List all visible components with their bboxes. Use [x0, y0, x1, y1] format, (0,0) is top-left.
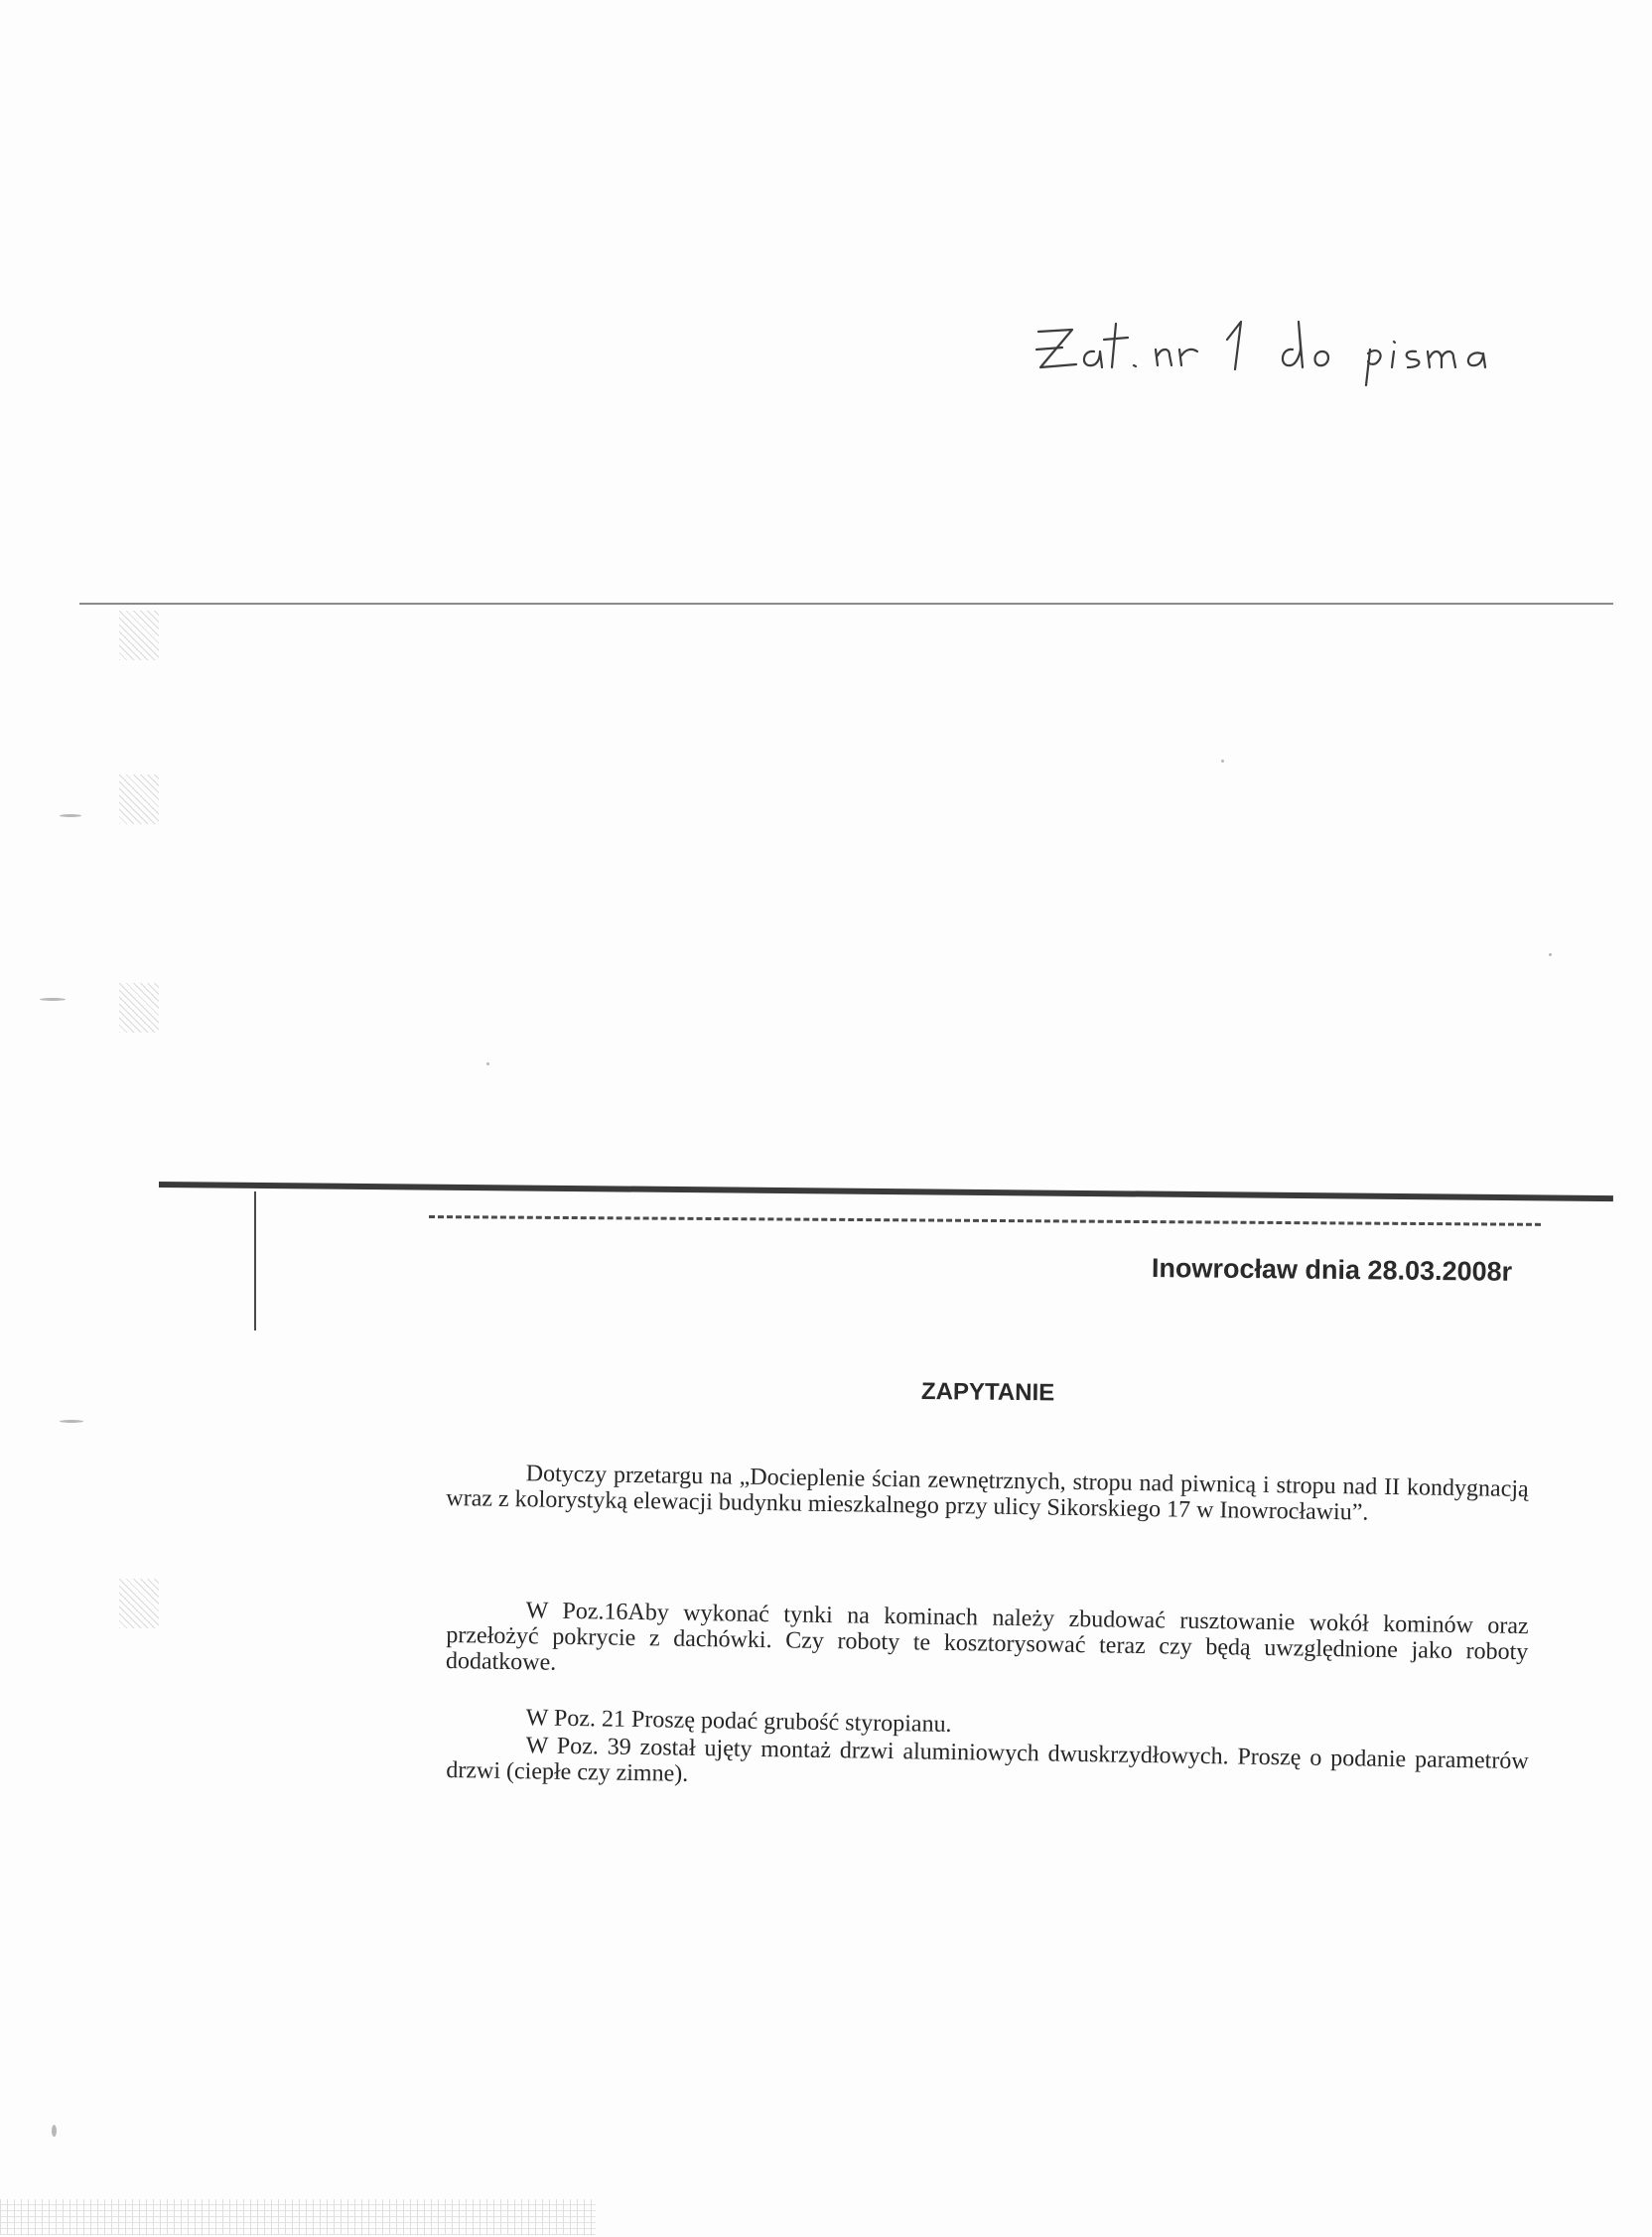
body-paragraph — [446, 1460, 1529, 1528]
scan-artifact — [119, 774, 159, 824]
scan-speck — [52, 2125, 57, 2137]
scan-artifact — [119, 611, 159, 660]
scan-speck — [60, 814, 81, 817]
scan-speck — [60, 1420, 83, 1423]
paragraph-tender-subject: Dotyczy przetargu na „Docieplenie ścian zewnętrznych, stropu nad piwnicą i stropu nad II kondygnacją wraz z kolorystyką elewacji budynku mieszkalnego przy ulicy Sikorskiego 17 w Inowrocławiu”. — [446, 1461, 1529, 1526]
scan-artifact — [119, 1579, 159, 1628]
scan-speck — [486, 1062, 489, 1065]
paragraph-question-poz21: W Poz. 21 Proszę podać grubość styropianu. — [525, 1705, 952, 1738]
scan-speck — [40, 998, 66, 1001]
document-title: ZAPYTANIE — [920, 1378, 1055, 1407]
scan-artifact — [119, 983, 159, 1033]
body-paragraph — [446, 1597, 1529, 1691]
scan-horizontal-rule — [79, 603, 1613, 605]
scan-speck — [1221, 760, 1224, 763]
scan-speck — [1549, 953, 1552, 956]
place-and-date: Inowrocław dnia 28.03.2008r — [1151, 1253, 1513, 1287]
paragraph-question-poz39: W Poz. 39 został ujęty montaż drzwi aluminiowych dwuskrzydłowych. Proszę o podanie parametrów drzwi (ciepłe czy zimne). — [446, 1733, 1529, 1787]
scan-artifact — [0, 2199, 596, 2235]
fax-header-rule — [159, 1182, 1613, 1201]
margin-vertical-line — [254, 1191, 256, 1330]
handwritten-annotation — [1032, 310, 1489, 389]
paragraph-question-poz16: W Poz.16Aby wykonać tynki na kominach należy zbudować rusztowanie wokół kominów oraz przełożyć pokrycie z dachówki. Czy roboty te kosztorysować teraz czy będą uwzględnione jako roboty dodatkowe. — [445, 1598, 1529, 1676]
dashed-separator — [429, 1215, 1541, 1226]
